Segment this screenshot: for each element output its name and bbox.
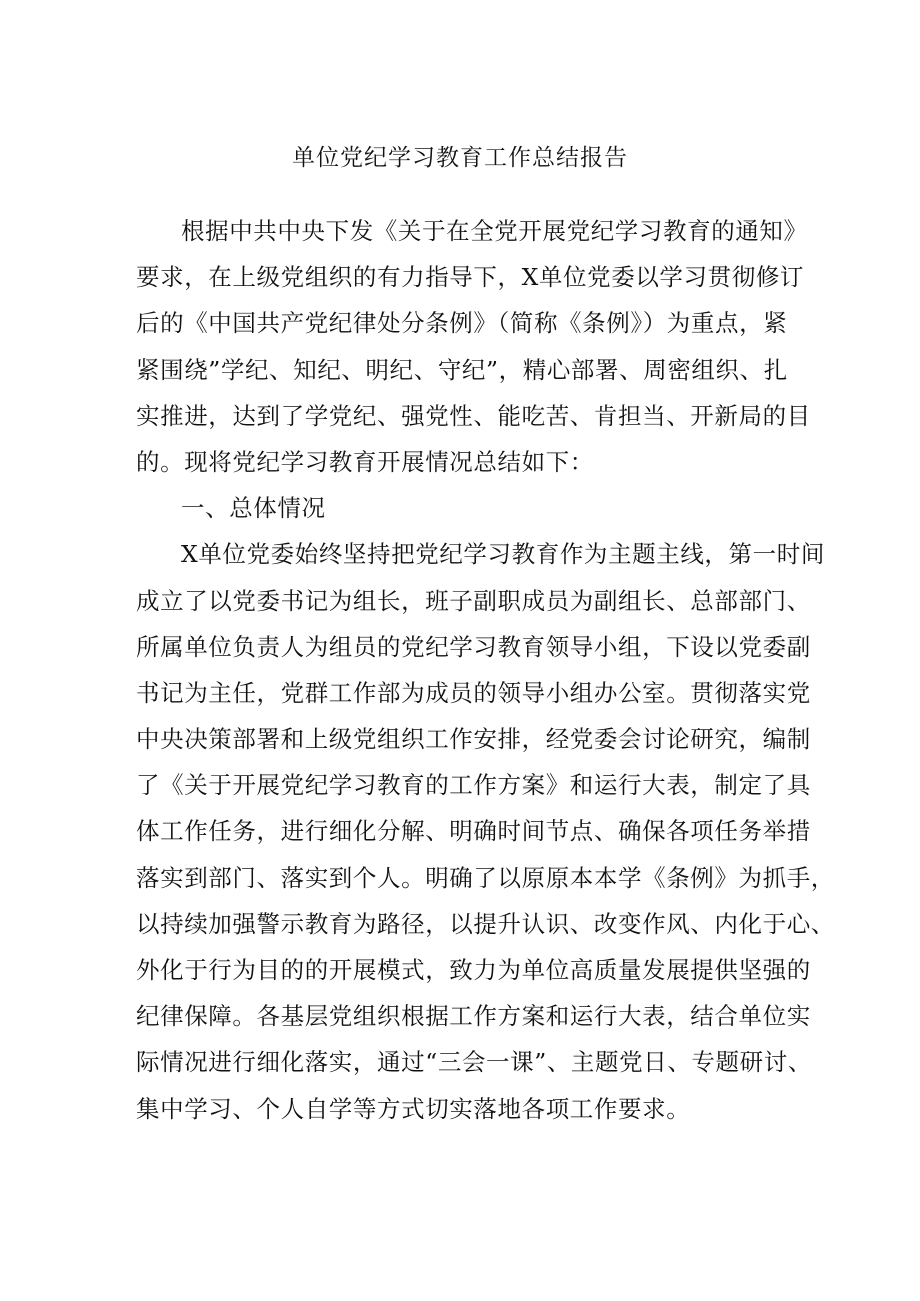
paragraph-1-line: 的。现将党纪学习教育开展情况总结如下： [136,447,594,476]
paragraph-1-line: 要求，在上级党组织的有力指导下，X单位党委以学习贯彻修订 [136,263,805,292]
paragraph-2-line: 落实到部门、落实到个人。明确了以原原本本学《条例》为抓手， [136,863,835,892]
document-body [136,208,835,1132]
paragraph-2-line: 集中学习、个人自学等方式切实落地各项工作要求。 [136,1094,691,1123]
paragraph-2-line: 外化于行为目的的开展模式，致力为单位高质量发展提供坚强的 [136,956,811,984]
paragraph-2-line: 纪律保障。各基层党组织根据工作方案和运行大表，结合单位实 [136,1002,811,1031]
paragraph-2-line: 了《关于开展党纪学习教育的工作方案》和运行大表，制定了具 [136,771,811,800]
paragraph-2-line: X单位党委始终坚持把党纪学习教育作为主题主线，第一时间 [181,540,825,569]
paragraph-2-line: 以持续加强警示教育为路径，以提升认识、改变作风、内化于心、 [136,909,835,938]
paragraph-2-line: 中央决策部署和上级党组织工作安排，经党委会讨论研究，编制 [136,725,811,754]
paragraph-2-line: 体工作任务，进行细化分解、明确时间节点、确保各项任务举措 [136,817,811,846]
document-title: 单位党纪学习教育工作总结报告 [292,145,628,171]
paragraph-2-line: 所属单位负责人为组员的党纪学习教育领导小组，下设以党委副 [136,632,811,661]
paragraph-2-line: 书记为主任，党群工作部为成员的领导小组办公室。贯彻落实党 [136,678,811,707]
paragraph-2-line: 际情况进行细化落实，通过“三会一课”、主题党日、专题研讨、 [136,1048,812,1077]
section-heading: 一、总体情况 [181,494,326,523]
paragraph-1-line: 紧围绕”学纪、知纪、明纪、守纪”，精心部署、周密组织、扎 [136,355,788,384]
paragraph-2-line: 成立了以党委书记为组长，班子副职成员为副组长、总部部门、 [136,586,811,615]
paragraph-1-line: 后的《中国共产党纪律处分条例》（简称《条例》）为重点，紧 [136,309,788,338]
paragraph-1-line: 实推进，达到了学党纪、强党性、能吃苦、肯担当、开新局的目 [136,401,811,430]
paragraph-1-line: 根据中共中央下发《关于在全党开展党纪学习教育的通知》 [181,217,808,245]
